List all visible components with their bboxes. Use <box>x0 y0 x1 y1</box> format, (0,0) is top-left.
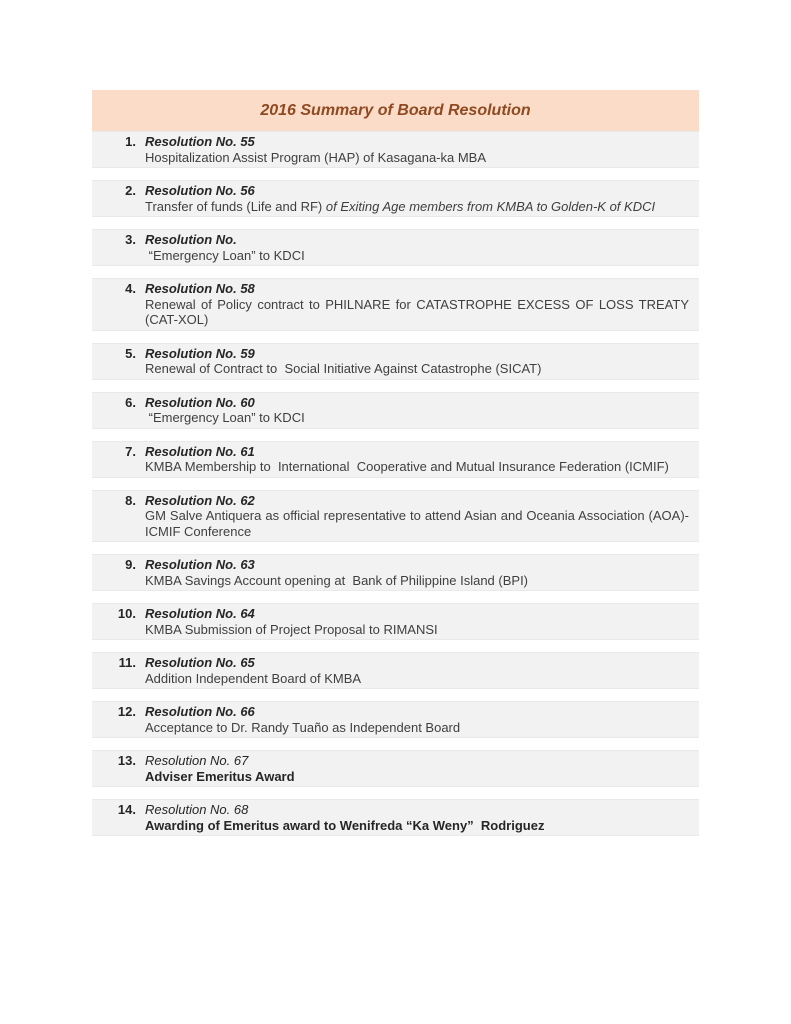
resolution-title: Resolution No. 64 <box>145 606 255 621</box>
resolution-description: Renewal of Policy contract to PHILNARE for CATASTROPHE EXCESS OF LOSS TREATY (CAT-XOL) <box>145 296 693 327</box>
resolution-description: “Emergency Loan” to KDCI <box>145 410 305 425</box>
resolution-row-6 <box>92 392 699 429</box>
item-number: 6. <box>125 394 136 410</box>
resolution-description: “Emergency Loan” to KDCI <box>145 247 305 263</box>
row-separator <box>92 168 699 180</box>
resolution-description: Adviser Emeritus Award <box>145 768 295 784</box>
resolution-row-7 <box>92 441 699 478</box>
row-separator <box>92 217 699 229</box>
row-separator <box>92 738 699 750</box>
resolution-row-9 <box>92 554 699 591</box>
item-number: 5. <box>125 345 136 361</box>
resolution-title: Resolution No. 56 <box>145 183 255 198</box>
resolution-row-2 <box>92 180 699 217</box>
resolution-title: Resolution No. <box>145 232 237 247</box>
resolution-row-4 <box>92 278 699 331</box>
resolution-description: Acceptance to Dr. Randy Tuaño as Independent Board <box>145 719 461 735</box>
resolution-description: KMBA Membership to International Cooperative and Mutual Insurance Federation (ICMIF) <box>145 459 669 474</box>
resolution-row-11 <box>92 652 699 689</box>
board-resolution-table <box>92 90 699 836</box>
resolution-row-12 <box>92 701 699 738</box>
item-number: 7. <box>125 443 136 459</box>
item-number: 2. <box>125 183 136 198</box>
item-number: 4. <box>125 281 136 296</box>
resolution-description <box>145 199 689 215</box>
resolution-description: GM Salve Antiquera as official representative to attend Asian and Oceania Association (AOA)-ICMIF Conference <box>145 508 689 539</box>
resolution-description: Hospitalization Assist Program (HAP) of Kasagana-ka MBA <box>145 149 487 165</box>
item-number: 9. <box>125 557 136 572</box>
row-separator <box>92 478 699 490</box>
resolution-title: Resolution No. 65 <box>145 655 255 670</box>
item-number: 3. <box>125 232 136 247</box>
item-number: 11. <box>118 655 136 670</box>
description-plain-part: Transfer of funds (Life and RF) <box>145 198 326 214</box>
resolution-title: Resolution No. 66 <box>145 704 255 719</box>
item-number: 1. <box>125 134 136 149</box>
row-separator <box>92 266 699 278</box>
row-separator <box>92 331 699 343</box>
item-number: 12. <box>117 704 136 719</box>
resolution-description: Addition Independent Board of KMBA <box>145 670 362 686</box>
resolution-row-8 <box>92 490 699 543</box>
resolution-row-5 <box>92 343 699 380</box>
resolution-description: KMBA Savings Account opening at Bank of Philippine Island (BPI) <box>145 572 529 588</box>
resolution-title: Resolution No. 60 <box>145 394 255 410</box>
resolution-title: Resolution No. 61 <box>145 443 255 459</box>
row-separator <box>92 689 699 701</box>
resolution-row-14 <box>92 799 699 836</box>
description-italic-part: of Exiting Age members from KMBA to Golden-K of KDCI <box>325 198 656 214</box>
resolution-title: Resolution No. 62 <box>145 492 255 508</box>
resolution-description: KMBA Submission of Project Proposal to RIMANSI <box>145 621 438 637</box>
resolution-description: Renewal of Contract to Social Initiative Against Catastrophe (SICAT) <box>145 361 542 376</box>
resolution-title: Resolution No. 59 <box>145 345 255 361</box>
resolution-title: Resolution No. 67 <box>145 753 249 768</box>
resolution-title: Resolution No. 68 <box>145 802 249 817</box>
row-separator <box>92 640 699 652</box>
table-title: 2016 Summary of Board Resolution <box>260 101 531 119</box>
row-separator <box>92 591 699 603</box>
resolution-row-1 <box>92 131 699 168</box>
resolution-row-10 <box>92 603 699 640</box>
resolution-title: Resolution No. 63 <box>145 557 255 572</box>
row-separator <box>92 787 699 799</box>
resolution-description: Awarding of Emeritus award to Wenifreda “Ka Weny” Rodriguez <box>145 817 545 833</box>
item-number: 14. <box>117 802 136 817</box>
resolution-title: Resolution No. 55 <box>145 134 255 149</box>
row-separator <box>92 380 699 392</box>
item-number: 8. <box>125 492 136 508</box>
resolution-title: Resolution No. 58 <box>145 281 255 296</box>
row-separator <box>92 429 699 441</box>
resolution-row-3 <box>92 229 699 266</box>
table-header <box>92 90 699 131</box>
resolution-row-13 <box>92 750 699 787</box>
row-separator <box>92 542 699 554</box>
item-number: 13. <box>117 753 136 768</box>
item-number: 10. <box>117 606 136 621</box>
